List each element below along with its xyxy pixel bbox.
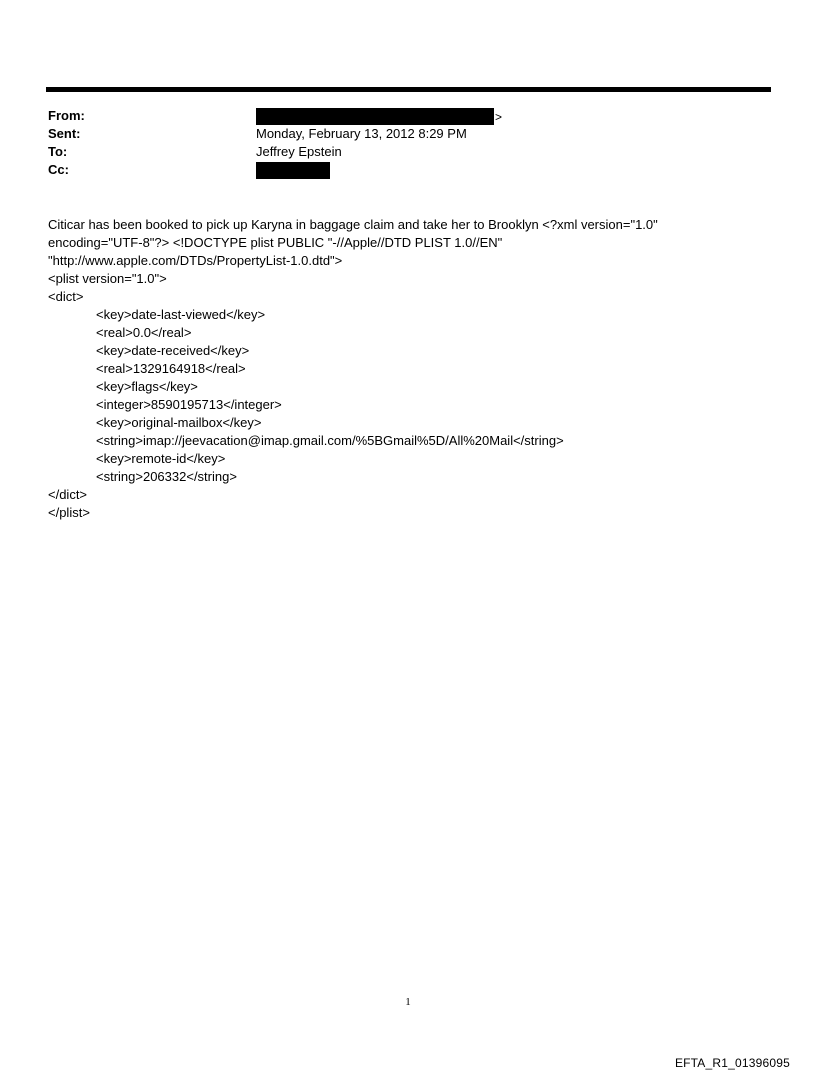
cc-row	[48, 161, 748, 179]
cc-redaction	[256, 162, 330, 179]
dict-line: <key>flags</key>	[96, 379, 198, 394]
to-value: Jeffrey Epstein	[256, 144, 342, 159]
closing-line: </dict>	[48, 487, 88, 502]
to-label: To:	[48, 144, 68, 159]
body-line: Citicar has been booked to pick up Karyna in baggage claim and take her to Brooklyn <?xml version="1.0"	[48, 217, 658, 232]
from-suffix: >	[495, 109, 503, 124]
from-row	[48, 107, 748, 125]
body-line: "http://www.apple.com/DTDs/PropertyList-1.0.dtd">	[48, 253, 343, 268]
dict-line: <key>original-mailbox</key>	[96, 415, 262, 430]
dict-line: <real>0.0</real>	[96, 325, 192, 340]
body-line: <dict>	[48, 289, 84, 304]
dict-line: <string>206332</string>	[96, 469, 237, 484]
cc-label: Cc:	[48, 162, 69, 177]
closing-line: </plist>	[48, 505, 90, 520]
cc-value	[256, 161, 330, 179]
dict-line: <key>remote-id</key>	[96, 451, 226, 466]
dict-line: <string>imap://jeevacation@imap.gmail.com/%5BGmail%5D/All%20Mail</string>	[96, 433, 564, 448]
from-value	[256, 107, 502, 126]
document-id: EFTA_R1_01396095	[674, 1056, 790, 1070]
dict-line: <real>1329164918</real>	[96, 361, 246, 376]
from-label: From:	[48, 108, 85, 123]
dict-line: <integer>8590195713</integer>	[96, 397, 282, 412]
to-row	[48, 143, 748, 161]
page-number: 1	[405, 996, 411, 1008]
from-redaction	[256, 108, 494, 125]
sent-value: Monday, February 13, 2012 8:29 PM	[256, 126, 467, 141]
body-line: <plist version="1.0">	[48, 271, 167, 286]
header-rule	[46, 87, 771, 92]
email-body	[48, 216, 748, 522]
body-line: encoding="UTF-8"?> <!DOCTYPE plist PUBLIC "-//Apple//DTD PLIST 1.0//EN"	[48, 235, 503, 250]
dict-line: <key>date-last-viewed</key>	[96, 307, 266, 322]
sent-row	[48, 125, 748, 143]
email-header	[48, 107, 748, 179]
sent-label: Sent:	[48, 126, 81, 141]
dict-line: <key>date-received</key>	[96, 343, 250, 358]
